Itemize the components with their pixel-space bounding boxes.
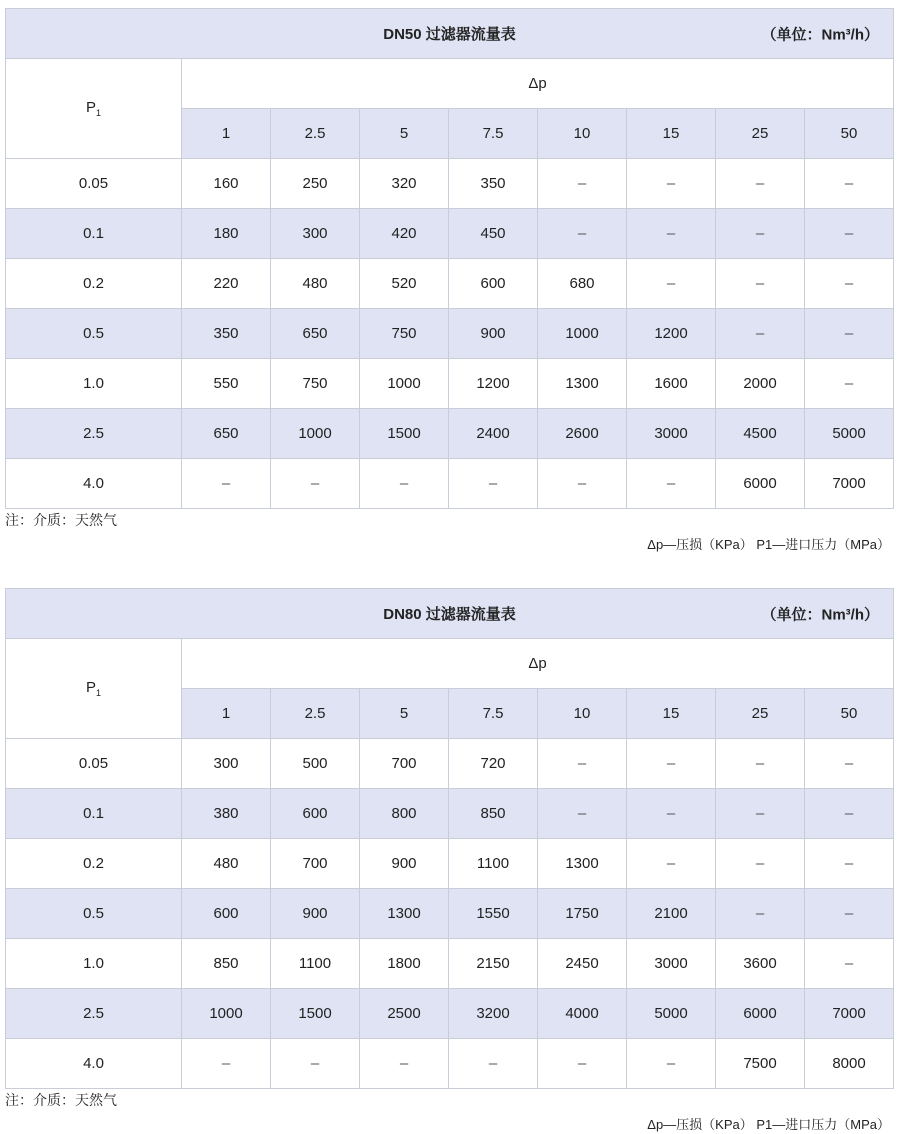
flow-cell: –	[716, 309, 805, 359]
table-unit: （单位：Nm³/h）	[761, 26, 879, 43]
flow-cell: –	[360, 1039, 449, 1089]
p1-value: 0.05	[6, 159, 182, 209]
table-row	[6, 739, 894, 789]
flow-cell: 160	[182, 159, 271, 209]
flow-cell: –	[182, 459, 271, 509]
dp-value-header: 5	[360, 689, 449, 739]
flow-cell: 250	[271, 159, 360, 209]
flow-cell: –	[271, 1039, 360, 1089]
flow-cell: 4500	[716, 409, 805, 459]
dp-header: Δp	[182, 59, 894, 109]
table-row	[6, 789, 894, 839]
dp-value-header: 2.5	[271, 689, 360, 739]
flow-cell: 900	[449, 309, 538, 359]
dp-value-header: 50	[805, 109, 894, 159]
flow-cell: 850	[449, 789, 538, 839]
p1-header: $P_1$	[6, 59, 182, 159]
flow-cell: 1300	[538, 359, 627, 409]
flow-cell: 1600	[627, 359, 716, 409]
flow-cell: 1800	[360, 939, 449, 989]
flow-cell: 220	[182, 259, 271, 309]
flow-cell: 6000	[716, 459, 805, 509]
legend-row	[5, 534, 894, 554]
flow-cell: 650	[182, 409, 271, 459]
p1-value: 1.0	[6, 939, 182, 989]
flow-cell: –	[538, 459, 627, 509]
flow-cell: –	[538, 1039, 627, 1089]
flow-cell: 1000	[182, 989, 271, 1039]
dp-value-header: 1	[182, 689, 271, 739]
units-legend: Δp—压损（KPa） P1—进口压力（MPa）	[647, 537, 890, 552]
flow-cell: 5000	[805, 409, 894, 459]
flow-cell: 1300	[360, 889, 449, 939]
flow-cell: 520	[360, 259, 449, 309]
flow-cell: 700	[360, 739, 449, 789]
flow-cell: 1750	[538, 889, 627, 939]
flow-cell: –	[449, 1039, 538, 1089]
dp-value-header: 25	[716, 689, 805, 739]
flow-cell: –	[627, 1039, 716, 1089]
flow-cell: –	[716, 209, 805, 259]
flow-cell: 380	[182, 789, 271, 839]
table-row	[6, 839, 894, 889]
table-row	[6, 989, 894, 1039]
table-row	[6, 939, 894, 989]
p1-value: 4.0	[6, 459, 182, 509]
flow-cell: 7500	[716, 1039, 805, 1089]
dp-value-header: 2.5	[271, 109, 360, 159]
flow-cell: 480	[271, 259, 360, 309]
p1-value: 0.2	[6, 839, 182, 889]
flow-cell: 300	[271, 209, 360, 259]
flow-cell: –	[805, 209, 894, 259]
p1-value: 0.5	[6, 309, 182, 359]
flow-cell: 8000	[805, 1039, 894, 1089]
flow-cell: –	[627, 739, 716, 789]
flow-cell: 3200	[449, 989, 538, 1039]
p1-value: 0.05	[6, 739, 182, 789]
flow-cell: –	[271, 459, 360, 509]
flow-cell: –	[627, 259, 716, 309]
table-row	[6, 1039, 894, 1089]
p1-header: $P_1$	[6, 639, 182, 739]
flow-cell: –	[805, 259, 894, 309]
p1-value: 2.5	[6, 409, 182, 459]
flow-cell: 3000	[627, 409, 716, 459]
flow-cell: 1000	[271, 409, 360, 459]
flow-cell: –	[627, 839, 716, 889]
flow-cell: 2100	[627, 889, 716, 939]
flow-cell: 320	[360, 159, 449, 209]
flow-cell: 2450	[538, 939, 627, 989]
flow-cell: 1300	[538, 839, 627, 889]
flow-cell: 650	[271, 309, 360, 359]
flow-cell: 1500	[360, 409, 449, 459]
dn50-flow-table-section	[5, 8, 894, 554]
flow-cell: –	[805, 739, 894, 789]
flow-cell: –	[627, 459, 716, 509]
flow-cell: –	[716, 889, 805, 939]
table-unit: （单位：Nm³/h）	[761, 606, 879, 623]
p1-value: 2.5	[6, 989, 182, 1039]
table-row	[6, 209, 894, 259]
flow-cell: 600	[271, 789, 360, 839]
table-row	[6, 409, 894, 459]
flow-cell: 2000	[716, 359, 805, 409]
flow-cell: 850	[182, 939, 271, 989]
flow-cell: –	[627, 789, 716, 839]
flow-cell: 350	[449, 159, 538, 209]
flow-cell: 680	[538, 259, 627, 309]
flow-cell: –	[538, 209, 627, 259]
flow-cell: –	[805, 839, 894, 889]
dp-value-header: 15	[627, 109, 716, 159]
flow-cell: 1100	[271, 939, 360, 989]
flow-cell: –	[360, 459, 449, 509]
dp-value-header: 50	[805, 689, 894, 739]
flow-cell: 3000	[627, 939, 716, 989]
flow-cell: 350	[182, 309, 271, 359]
flow-cell: 180	[182, 209, 271, 259]
flow-cell: –	[538, 739, 627, 789]
dp-value-header: 25	[716, 109, 805, 159]
flow-cell: 550	[182, 359, 271, 409]
flow-cell: 2400	[449, 409, 538, 459]
dp-value-header: 15	[627, 689, 716, 739]
table-row	[6, 259, 894, 309]
flow-cell: 420	[360, 209, 449, 259]
flow-cell: 300	[182, 739, 271, 789]
dp-value-header: 7.5	[449, 109, 538, 159]
flow-cell: 600	[449, 259, 538, 309]
flow-cell: 600	[182, 889, 271, 939]
flow-cell: 1200	[449, 359, 538, 409]
medium-note: 注：介质：天然气	[5, 1092, 117, 1108]
flow-cell: –	[805, 889, 894, 939]
flow-cell: –	[805, 939, 894, 989]
units-legend: Δp—压损（KPa） P1—进口压力（MPa）	[647, 1117, 890, 1132]
flow-cell: –	[805, 159, 894, 209]
flow-cell: 1200	[627, 309, 716, 359]
flow-cell: 2500	[360, 989, 449, 1039]
flow-cell: 700	[271, 839, 360, 889]
table-title: DN80 过滤器流量表	[383, 606, 516, 623]
flow-cell: –	[627, 209, 716, 259]
p1-value: 0.1	[6, 789, 182, 839]
dp-value-header: 1	[182, 109, 271, 159]
dp-header: Δp	[182, 639, 894, 689]
p1-value: 0.1	[6, 209, 182, 259]
flow-cell: 4000	[538, 989, 627, 1039]
flow-cell: 450	[449, 209, 538, 259]
table-title-cell	[6, 9, 894, 59]
flow-cell: –	[538, 159, 627, 209]
table-row	[6, 159, 894, 209]
dp-value-header: 10	[538, 109, 627, 159]
table-row	[6, 889, 894, 939]
flow-cell: –	[538, 789, 627, 839]
flow-cell: 720	[449, 739, 538, 789]
flow-cell: –	[627, 159, 716, 209]
dn50-flow-table	[5, 8, 894, 509]
medium-note: 注：介质：天然气	[5, 512, 117, 528]
flow-cell: –	[182, 1039, 271, 1089]
dn80-flow-table	[5, 588, 894, 1089]
flow-cell: 7000	[805, 989, 894, 1039]
flow-cell: 1000	[538, 309, 627, 359]
dp-value-header: 7.5	[449, 689, 538, 739]
flow-cell: 480	[182, 839, 271, 889]
p1-value: 4.0	[6, 1039, 182, 1089]
flow-cell: –	[716, 739, 805, 789]
flow-cell: 1500	[271, 989, 360, 1039]
flow-cell: 750	[271, 359, 360, 409]
flow-cell: –	[805, 359, 894, 409]
note-row	[5, 510, 894, 530]
flow-cell: –	[716, 789, 805, 839]
legend-row	[5, 1114, 894, 1134]
flow-cell: 6000	[716, 989, 805, 1039]
flow-cell: 5000	[627, 989, 716, 1039]
flow-cell: 800	[360, 789, 449, 839]
flow-cell: 900	[271, 889, 360, 939]
flow-cell: 1550	[449, 889, 538, 939]
flow-cell: 3600	[716, 939, 805, 989]
flow-cell: –	[716, 839, 805, 889]
note-row	[5, 1090, 894, 1110]
table-row	[6, 309, 894, 359]
flow-cell: 900	[360, 839, 449, 889]
flow-cell: 1100	[449, 839, 538, 889]
table-row	[6, 459, 894, 509]
flow-cell: 7000	[805, 459, 894, 509]
flow-cell: –	[449, 459, 538, 509]
flow-cell: 2150	[449, 939, 538, 989]
flow-cell: –	[805, 789, 894, 839]
flow-cell: 2600	[538, 409, 627, 459]
p1-value: 0.5	[6, 889, 182, 939]
dn80-flow-table-section	[5, 588, 894, 1134]
flow-cell: 500	[271, 739, 360, 789]
table-title: DN50 过滤器流量表	[383, 26, 516, 43]
dp-value-header: 10	[538, 689, 627, 739]
flow-cell: –	[716, 159, 805, 209]
flow-cell: –	[716, 259, 805, 309]
table-row	[6, 359, 894, 409]
dp-value-header: 5	[360, 109, 449, 159]
flow-cell: 750	[360, 309, 449, 359]
p1-value: 1.0	[6, 359, 182, 409]
table-title-cell	[6, 589, 894, 639]
flow-cell: 1000	[360, 359, 449, 409]
flow-cell: –	[805, 309, 894, 359]
p1-value: 0.2	[6, 259, 182, 309]
